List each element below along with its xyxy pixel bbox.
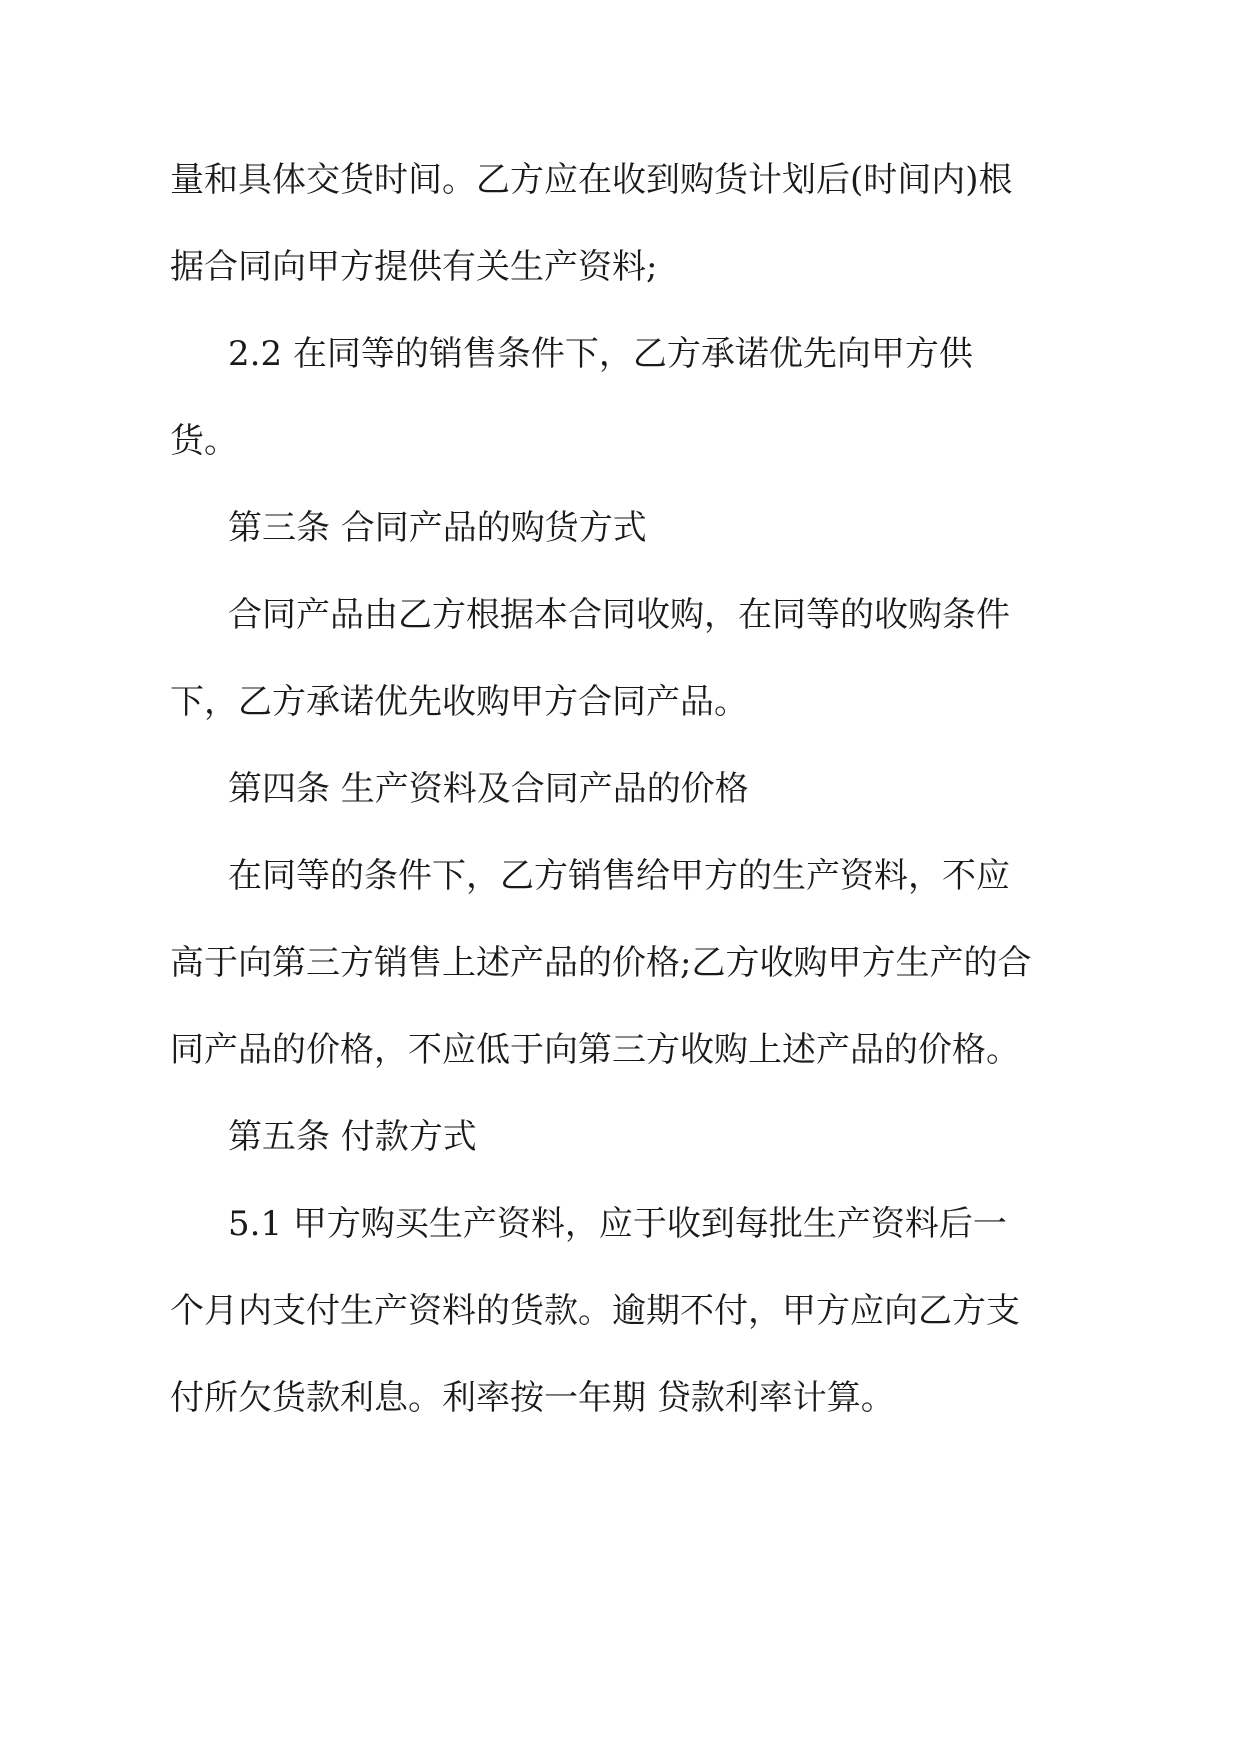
paragraph-line: 高于向第三方销售上述产品的价格;乙方收购甲方生产的合 [170, 943, 1032, 983]
paragraph-line: 量和具体交货时间。乙方应在收到购货计划后(时间内)根 [170, 160, 1013, 200]
paragraph-line: 同产品的价格，不应低于向第三方收购上述产品的价格。 [170, 1030, 1020, 1070]
paragraph-line: 货。 [170, 421, 238, 461]
paragraph-line: 付所欠货款利息。利率按一年期 贷款利率计算。 [170, 1378, 895, 1418]
paragraph-line: 个月内支付生产资料的货款。逾期不付，甲方应向乙方支 [170, 1291, 1020, 1331]
paragraph-line: 据合同向甲方提供有关生产资料; [170, 247, 658, 287]
paragraph-line: 2.2 在同等的销售条件下，乙方承诺优先向甲方供 [228, 334, 973, 374]
section-heading: 第四条 生产资料及合同产品的价格 [228, 769, 749, 809]
paragraph-line: 下，乙方承诺优先收购甲方合同产品。 [170, 682, 748, 722]
paragraph-line: 5.1 甲方购买生产资料，应于收到每批生产资料后一 [228, 1204, 1007, 1244]
paragraph-line: 合同产品由乙方根据本合同收购，在同等的收购条件 [228, 595, 1010, 635]
section-heading: 第五条 付款方式 [228, 1117, 477, 1157]
section-heading: 第三条 合同产品的购货方式 [228, 508, 647, 548]
paragraph-line: 在同等的条件下，乙方销售给甲方的生产资料，不应 [228, 856, 1010, 896]
